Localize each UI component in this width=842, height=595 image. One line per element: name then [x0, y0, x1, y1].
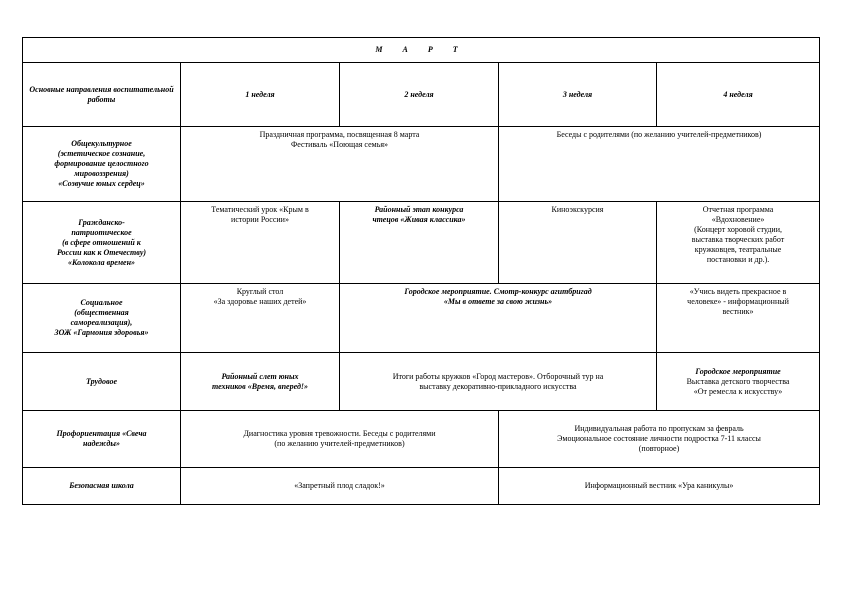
activity-cell [181, 353, 340, 411]
activity-line: Итоги работы кружков «Город мастеров». Отборочный тур на [392, 371, 604, 381]
activity-cell [499, 411, 820, 468]
activity-line: «От ремесла к искусству» [693, 386, 783, 396]
activity-line: «Учись видеть прекрасное в [689, 287, 787, 296]
direction-line: «Колокола времен» [67, 257, 136, 267]
activity-line: (по желанию учителей-предметников) [274, 439, 405, 448]
activity-cell [499, 468, 820, 505]
direction-cell [23, 353, 181, 411]
direction-line: Трудовое [85, 376, 118, 386]
activity-line: вестник» [722, 307, 754, 316]
direction-cell [23, 202, 181, 284]
direction-line: Гражданско- [78, 217, 125, 227]
direction-cell [23, 411, 181, 468]
activity-cell [499, 202, 657, 284]
header-week-1: 1 неделя [181, 63, 340, 127]
header-week-3: 3 неделя [499, 63, 657, 127]
activity-cell [340, 353, 657, 411]
activity-line: Тематический урок «Крым в [211, 205, 309, 214]
activity-line: Индивидуальная работа по пропускам за февраль [574, 424, 744, 433]
activity-cell [657, 202, 820, 284]
activity-line: постановки и др.). [706, 255, 770, 264]
table-row [23, 127, 820, 202]
direction-line: (эстетическое сознание, [57, 149, 146, 158]
activity-cell [340, 202, 499, 284]
activity-line: Городское мероприятие. Смотр-конкурс агитбригад [404, 287, 592, 296]
activity-cell [181, 284, 340, 353]
direction-line: патриотическое [71, 227, 132, 237]
header-directions: Основные направления воспитательной работы [23, 63, 181, 127]
activity-cell [181, 127, 499, 202]
activity-cell [499, 127, 820, 202]
activity-line: выставку декоративно-прикладного искусства [419, 381, 577, 391]
direction-line: Социальное [80, 298, 123, 307]
table-row [23, 411, 820, 468]
activity-line: Фестиваль «Поющая семья» [290, 140, 389, 149]
direction-line: (общественная [74, 308, 129, 317]
activity-line: Информационный вестник «Ура каникулы» [584, 481, 734, 490]
activity-line: (повторное) [638, 444, 680, 453]
activity-line: Праздничная программа, посвященная 8 марта [259, 130, 420, 139]
activity-line: человеке» - информационный [687, 297, 789, 306]
march-plan-table [22, 37, 820, 505]
direction-line: Общекультурное [71, 139, 132, 148]
activity-line: Круглый стол [236, 287, 284, 296]
activity-line: Районный слет юных [221, 371, 299, 381]
activity-cell [657, 353, 820, 411]
activity-line: (Концерт хоровой студии, [694, 225, 782, 234]
activity-line: «Запретный плод сладок!» [294, 481, 385, 490]
activity-line: «Мы в ответе за свою жизнь» [443, 297, 553, 306]
title-row [23, 38, 820, 63]
header-row [23, 63, 820, 127]
month-title: М А Р Т [23, 38, 820, 63]
activity-line: «Вдохновение» [711, 215, 765, 224]
activity-line: истории России» [231, 215, 289, 224]
direction-cell [23, 468, 181, 505]
activity-line: Городское мероприятие [695, 366, 781, 376]
header-week-4: 4 неделя [657, 63, 820, 127]
direction-line: формирование целостного [54, 159, 149, 168]
activity-line: Районный этап конкурса [374, 205, 464, 214]
direction-cell [23, 284, 181, 353]
direction-line: самореализация), [70, 318, 133, 327]
activity-line: Диагностика уровня тревожности. Беседы с родителями [243, 429, 436, 438]
activity-line: Эмоциональное состояние личности подростка 7-11 классы [557, 434, 761, 443]
direction-line: Безопасная школа [69, 481, 134, 490]
activity-line: выставка творческих работ [691, 235, 785, 244]
table-row [23, 284, 820, 353]
activity-line: техников «Время, вперед!» [211, 381, 309, 391]
activity-line: Киноэкскурсия [551, 205, 604, 214]
activity-cell [181, 202, 340, 284]
direction-line: Профориентация «Свеча [56, 429, 147, 438]
activity-cell [340, 284, 657, 353]
activity-line: Отчетная программа [702, 205, 774, 214]
activity-cell [181, 468, 499, 505]
activity-line: «За здоровье наших детей» [213, 297, 307, 306]
direction-line: надежды» [83, 439, 120, 448]
direction-line: мировоззрения) [74, 169, 129, 178]
direction-line: России как к Отечеству) [56, 247, 147, 257]
activity-line: Выставка детского творчества [686, 376, 790, 386]
activity-line: кружковцев, театральные [694, 245, 782, 254]
activity-cell [657, 284, 820, 353]
table-row [23, 202, 820, 284]
activity-cell [181, 411, 499, 468]
table-row [23, 353, 820, 411]
direction-line: (в сфере отношений к [62, 237, 141, 247]
header-week-2: 2 неделя [340, 63, 499, 127]
direction-line: ЗОЖ «Гармония здоровья» [54, 328, 149, 337]
activity-line: чтецов «Живая классика» [372, 215, 466, 224]
direction-line: «Созвучие юных сердец» [58, 179, 145, 188]
table-row [23, 468, 820, 505]
direction-cell [23, 127, 181, 202]
activity-line: Беседы с родителями (по желанию учителей-предметников) [556, 130, 762, 139]
